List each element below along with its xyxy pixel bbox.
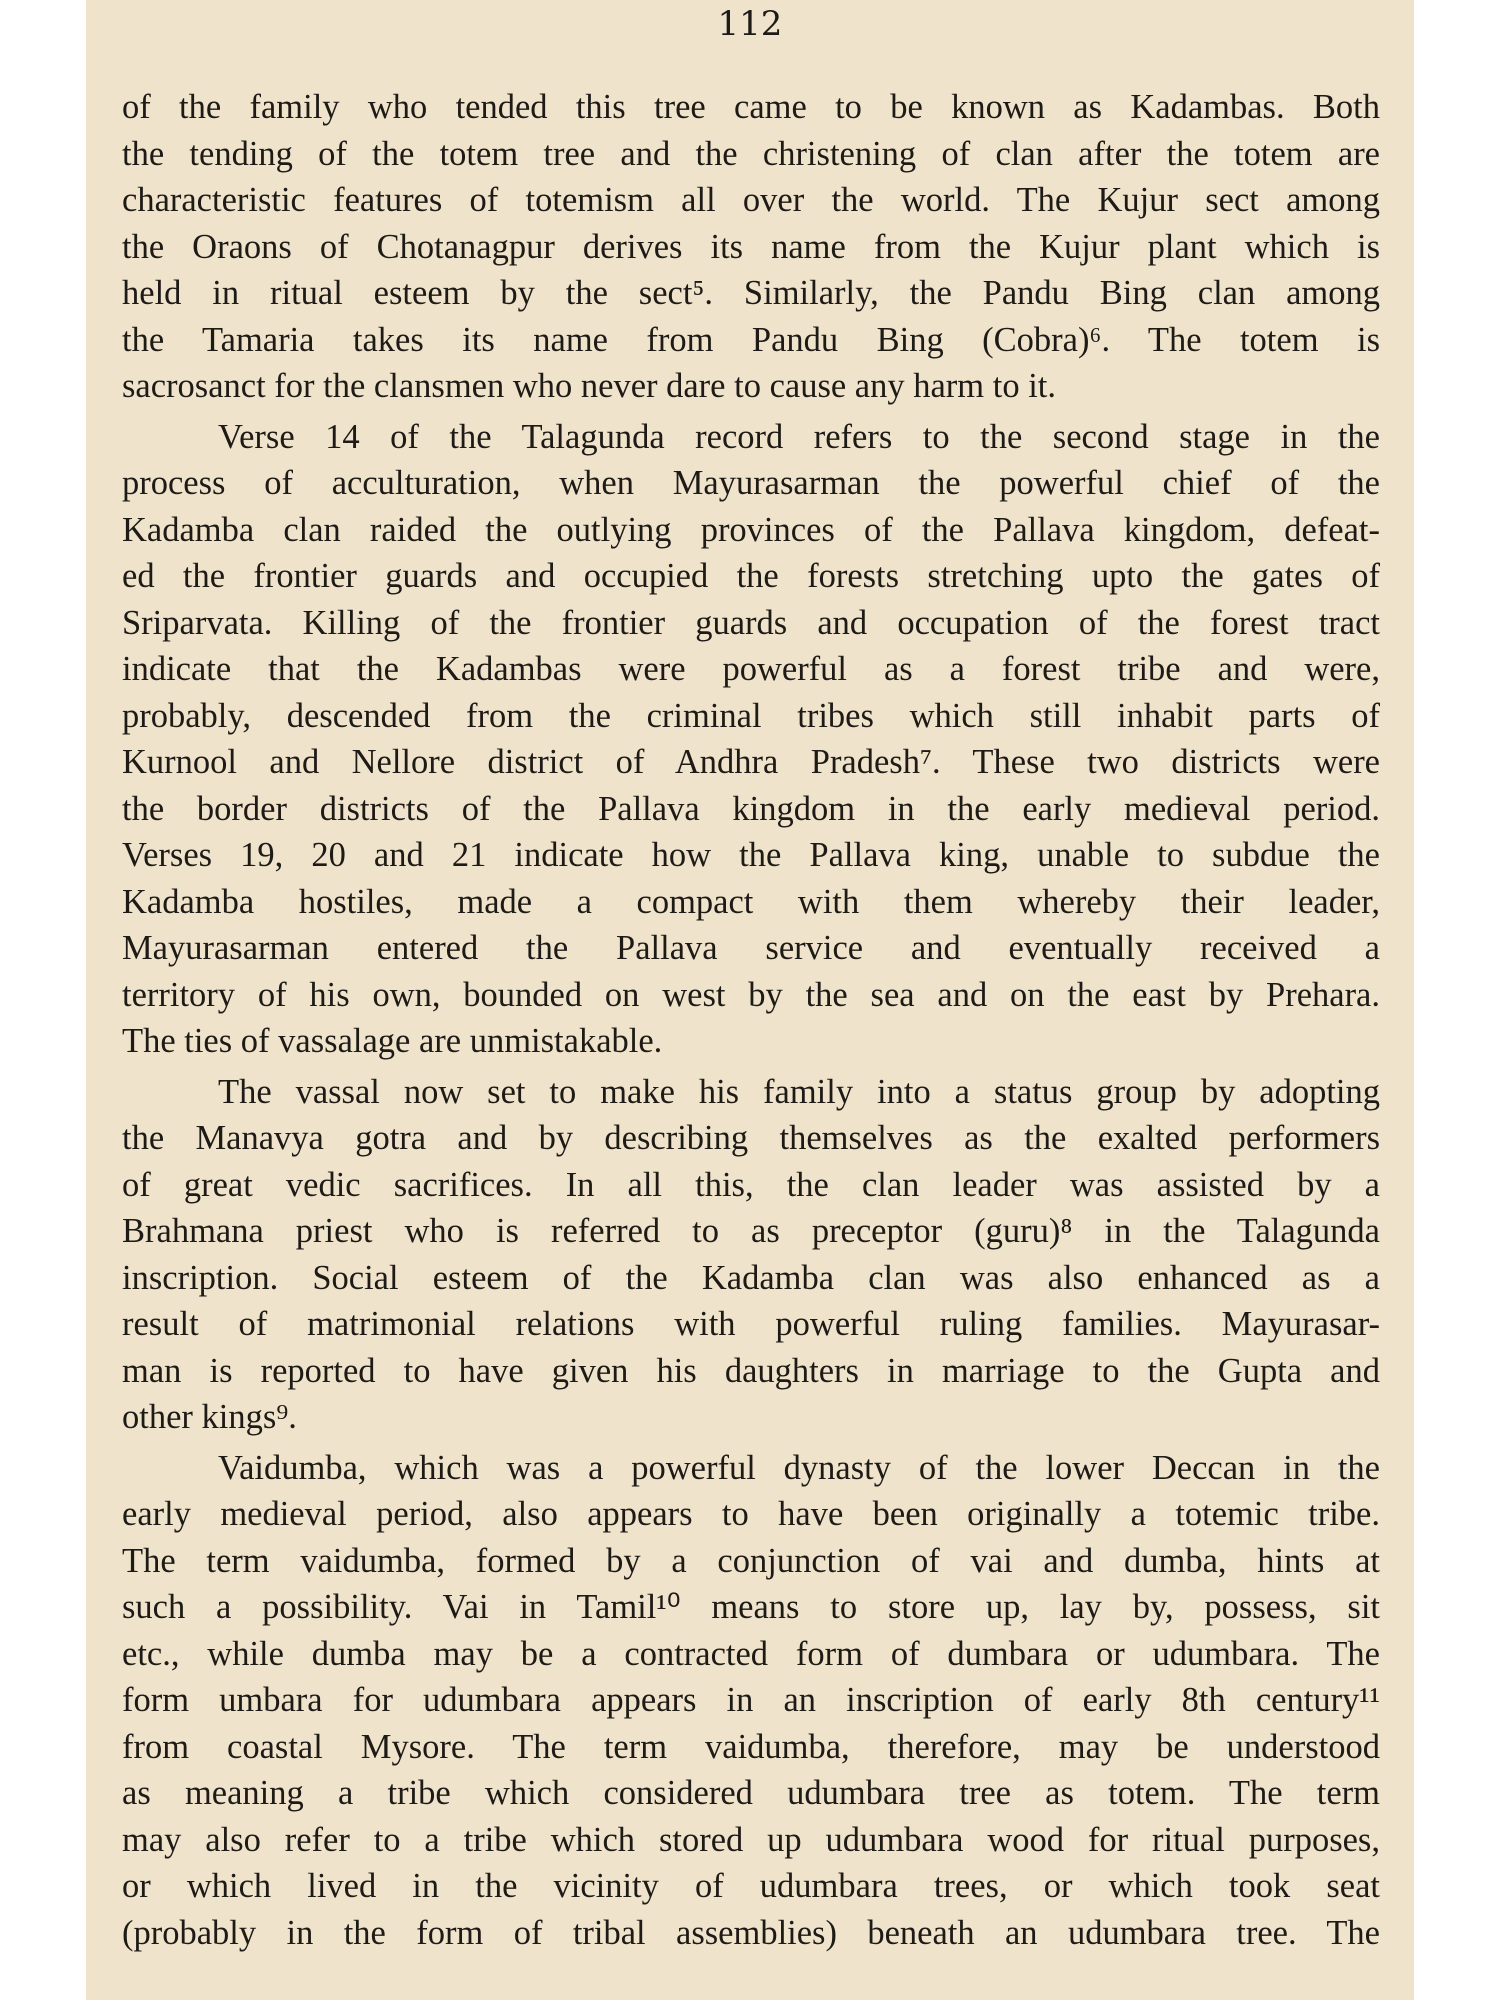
text-line: or which lived in the vicinity of udumbara trees, or which took seat [122, 1867, 1380, 1905]
text-line: Kurnool and Nellore district of Andhra Pradesh⁷. These two districts were [122, 743, 1380, 781]
page-number: 112 [717, 4, 783, 44]
text-line: characteristic features of totemism all over the world. The Kujur sect among [122, 181, 1380, 219]
text-line: the border districts of the Pallava kingdom in the early medieval period. [122, 789, 1380, 828]
text-line: result of matrimonial relations with powerful ruling families. Mayurasar- [122, 1305, 1380, 1343]
text-line: the Oraons of Chotanagpur derives its name from the Kujur plant which is [122, 227, 1380, 266]
text-line: indicate that the Kadambas were powerful as a forest tribe and were, [122, 650, 1380, 688]
text-line: Vaidumba, which was a powerful dynasty of the lower Deccan in the [218, 1448, 1380, 1487]
text-line: Kadamba clan raided the outlying provinces of the Pallava kingdom, defeat- [122, 510, 1380, 549]
text-line: such a possibility. Vai in Tamil¹⁰ means to store up, lay by, possess, sit [122, 1588, 1380, 1626]
text-line: (probably in the form of tribal assemblies) beneath an udumbara tree. The [122, 1913, 1380, 1952]
text-line: other kings⁹. [122, 1398, 297, 1436]
book-page [86, 0, 1414, 2000]
text-line: sacrosanct for the clansmen who never dare to cause any harm to it. [122, 367, 1057, 405]
text-line: the Tamaria takes its name from Pandu Bing (Cobra)⁶. The totem is [122, 320, 1380, 359]
text-line: may also refer to a tribe which stored up udumbara wood for ritual purposes, [122, 1820, 1380, 1859]
text-line: process of acculturation, when Mayurasarman the powerful chief of the [122, 464, 1380, 502]
body-text [122, 84, 1380, 1956]
text-line: of great vedic sacrifices. In all this, the clan leader was assisted by a [122, 1165, 1380, 1204]
text-line: Brahmana priest who is referred to as preceptor (guru)⁸ in the Talagunda [122, 1212, 1380, 1250]
text-line: held in ritual esteem by the sect⁵. Similarly, the Pandu Bing clan among [122, 274, 1380, 312]
text-line: the tending of the totem tree and the christening of clan after the totem are [122, 134, 1380, 173]
text-line: territory of his own, bounded on west by the sea and on the east by Prehara. [122, 975, 1380, 1014]
text-line: Sriparvata. Killing of the frontier guards and occupation of the forest tract [122, 603, 1380, 642]
text-line: The vassal now set to make his family into a status group by adopting [218, 1072, 1380, 1111]
text-line: ed the frontier guards and occupied the forests stretching upto the gates of [122, 557, 1380, 595]
text-line: as meaning a tribe which considered udumbara tree as totem. The term [122, 1774, 1380, 1812]
text-line: man is reported to have given his daughters in marriage to the Gupta and [122, 1351, 1380, 1390]
text-line: Kadamba hostiles, made a compact with them whereby their leader, [122, 882, 1380, 921]
text-line: The term vaidumba, formed by a conjunction of vai and dumba, hints at [122, 1541, 1380, 1580]
text-line: The ties of vassalage are unmistakable. [122, 1022, 663, 1060]
text-line: Verses 19, 20 and 21 indicate how the Pallava king, unable to subdue the [122, 836, 1380, 874]
text-line: etc., while dumba may be a contracted form of dumbara or udumbara. The [122, 1634, 1380, 1673]
text-line: probably, descended from the criminal tribes which still inhabit parts of [122, 696, 1380, 735]
text-line: inscription. Social esteem of the Kadamba clan was also enhanced as a [122, 1258, 1380, 1297]
text-line: from coastal Mysore. The term vaidumba, therefore, may be understood [122, 1727, 1380, 1766]
text-line: the Manavya gotra and by describing themselves as the exalted performers [122, 1119, 1380, 1157]
text-line: of the family who tended this tree came to be known as Kadambas. Both [122, 88, 1380, 126]
text-line: form umbara for udumbara appears in an inscription of early 8th century¹¹ [122, 1681, 1380, 1719]
text-line: Verse 14 of the Talagunda record refers to the second stage in the [218, 417, 1380, 456]
text-line: early medieval period, also appears to have been originally a totemic tribe. [122, 1495, 1380, 1533]
text-line: Mayurasarman entered the Pallava service and eventually received a [122, 929, 1380, 967]
